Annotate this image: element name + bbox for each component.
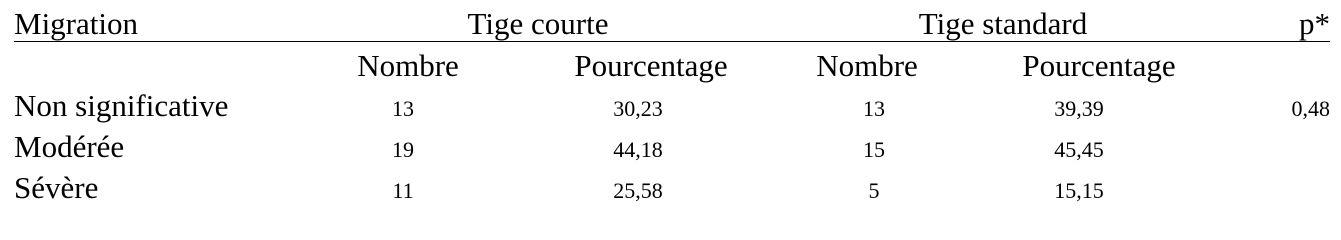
cell-p-value: 0,48	[1291, 96, 1330, 121]
subheader-g2-percent: Pourcentage	[1022, 48, 1176, 83]
subheader-g1-count: Nombre	[357, 48, 459, 83]
subheader-g1-percent: Pourcentage	[574, 48, 728, 83]
row-label: Non significative	[14, 88, 229, 123]
cell-g1-percent: 44,18	[613, 137, 663, 162]
header-migration: Migration	[14, 6, 138, 41]
cell-g2-count: 15	[863, 137, 885, 162]
cell-g1-percent: 25,58	[613, 178, 663, 203]
header-tige-courte: Tige courte	[467, 6, 609, 41]
subheader-g2-count: Nombre	[816, 48, 918, 83]
cell-g2-count: 13	[863, 96, 885, 121]
cell-g2-percent: 39,39	[1054, 96, 1104, 121]
cell-g2-percent: 15,15	[1054, 178, 1104, 203]
header-rule	[14, 41, 1330, 42]
header-p-value: p*	[1299, 6, 1330, 41]
header-tige-standard: Tige standard	[918, 6, 1088, 41]
cell-g1-count: 13	[392, 96, 414, 121]
cell-g1-count: 19	[392, 137, 414, 162]
cell-g2-count: 5	[868, 178, 880, 203]
row-label: Sévère	[14, 170, 99, 205]
cell-g2-percent: 45,45	[1054, 137, 1104, 162]
row-label: Modérée	[14, 129, 125, 164]
cell-g1-count: 11	[392, 178, 414, 203]
cell-g1-percent: 30,23	[613, 96, 663, 121]
